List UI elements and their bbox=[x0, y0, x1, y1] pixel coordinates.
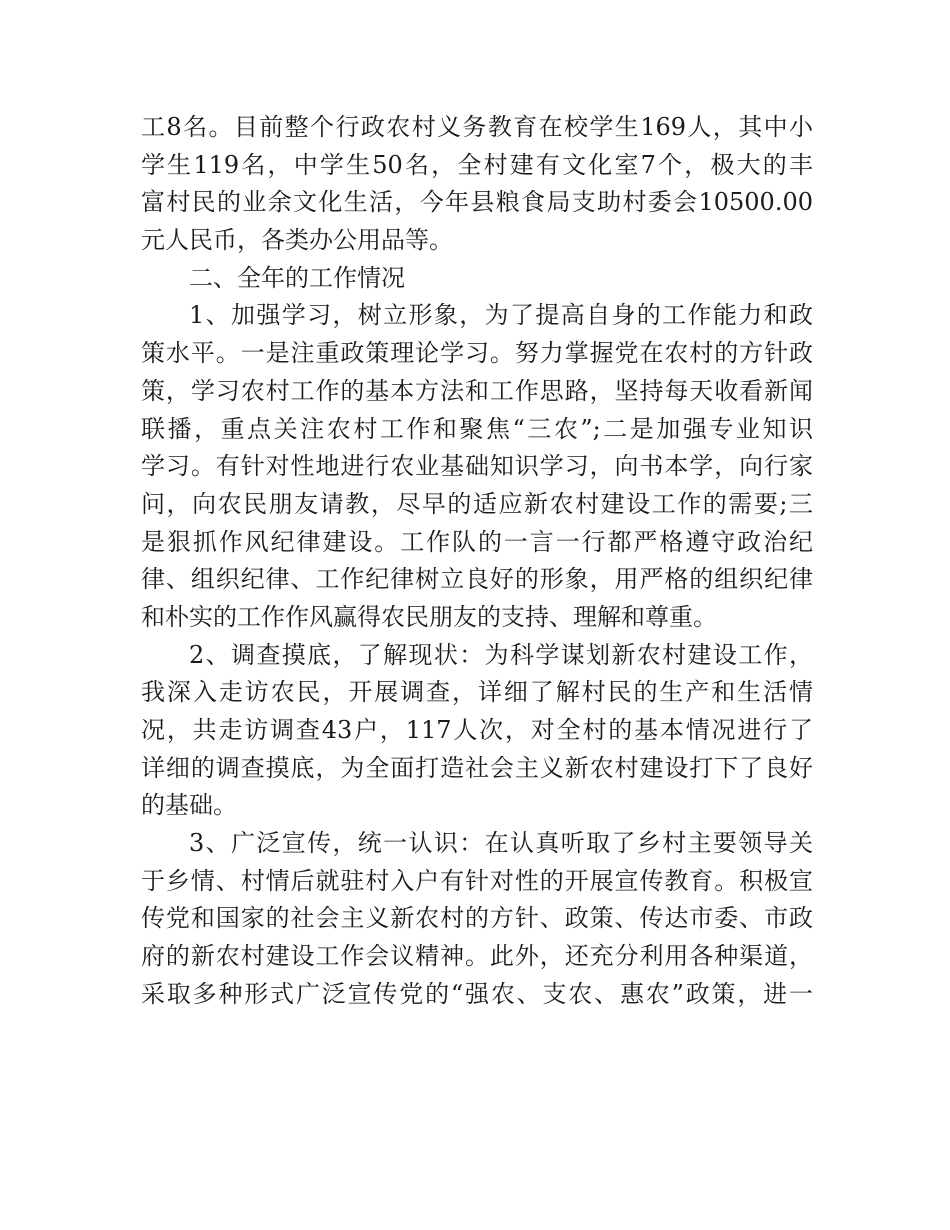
paragraph-line: 我深入走访农民，开展调查，详细了解村民的生产和生活情 bbox=[141, 678, 813, 707]
section-heading: 二、全年的工作情况 bbox=[189, 263, 405, 292]
paragraph-line: 2、调查摸底，了解现状：为科学谋划新农村建设工作， bbox=[189, 640, 813, 669]
paragraph-line: 况，共走访调查43户，117人次，对全村的基本情况进行了 bbox=[141, 716, 813, 744]
paragraph-line: 详细的调查摸底，为全面打造社会主义新农村建设打下了良好 bbox=[141, 753, 813, 782]
document-body bbox=[141, 109, 813, 1014]
paragraph-line: 工8名。目前整个行政农村义务教育在校学生169人，其中小 bbox=[141, 113, 813, 141]
paragraph-line: 府的新农村建设工作会议精神。此外，还充分利用各种渠道， bbox=[141, 942, 813, 971]
paragraph-line: 采取多种形式广泛宣传党的“强农、支农、惠农”政策，进一 bbox=[141, 979, 813, 1008]
paragraph-line: 问，向农民朋友请教，尽早的适应新农村建设工作的需要;三 bbox=[141, 489, 813, 518]
paragraph-line: 于乡情、村情后就驻村入户有针对性的开展宣传教育。积极宣 bbox=[141, 866, 813, 895]
paragraph-line: 学生119名，中学生50名，全村建有文化室7个，极大的丰 bbox=[141, 150, 813, 179]
paragraph-line: 3、广泛宣传，统一认识：在认真听取了乡村主要领导关 bbox=[189, 829, 813, 858]
paragraph-line: 传党和国家的社会主义新农村的方针、政策、传达市委、市政 bbox=[141, 904, 813, 933]
paragraph-line: 策水平。一是注重政策理论学习。努力掌握党在农村的方针政 bbox=[141, 339, 813, 368]
paragraph-line: 1、加强学习，树立形象，为了提高自身的工作能力和政 bbox=[189, 301, 813, 330]
paragraph-line: 和朴实的工作作风赢得农民朋友的支持、理解和尊重。 bbox=[141, 602, 717, 631]
paragraph-line: 元人民币，各类办公用品等。 bbox=[141, 226, 453, 255]
paragraph-line: 联播，重点关注农村工作和聚焦“三农”;二是加强专业知识 bbox=[141, 414, 813, 443]
paragraph-line: 律、组织纪律、工作纪律树立良好的形象，用严格的组织纪律 bbox=[141, 565, 813, 594]
paragraph-line: 的基础。 bbox=[141, 791, 237, 820]
paragraph-line: 学习。有针对性地进行农业基础知识学习，向书本学，向行家 bbox=[141, 452, 813, 481]
paragraph-line: 富村民的业余文化生活，今年县粮食局支助村委会10500.00 bbox=[141, 188, 813, 217]
paragraph-line: 策，学习农村工作的基本方法和工作思路，坚持每天收看新闻 bbox=[141, 376, 813, 405]
paragraph-line: 是狠抓作风纪律建设。工作队的一言一行都严格遵守政治纪 bbox=[141, 527, 813, 556]
